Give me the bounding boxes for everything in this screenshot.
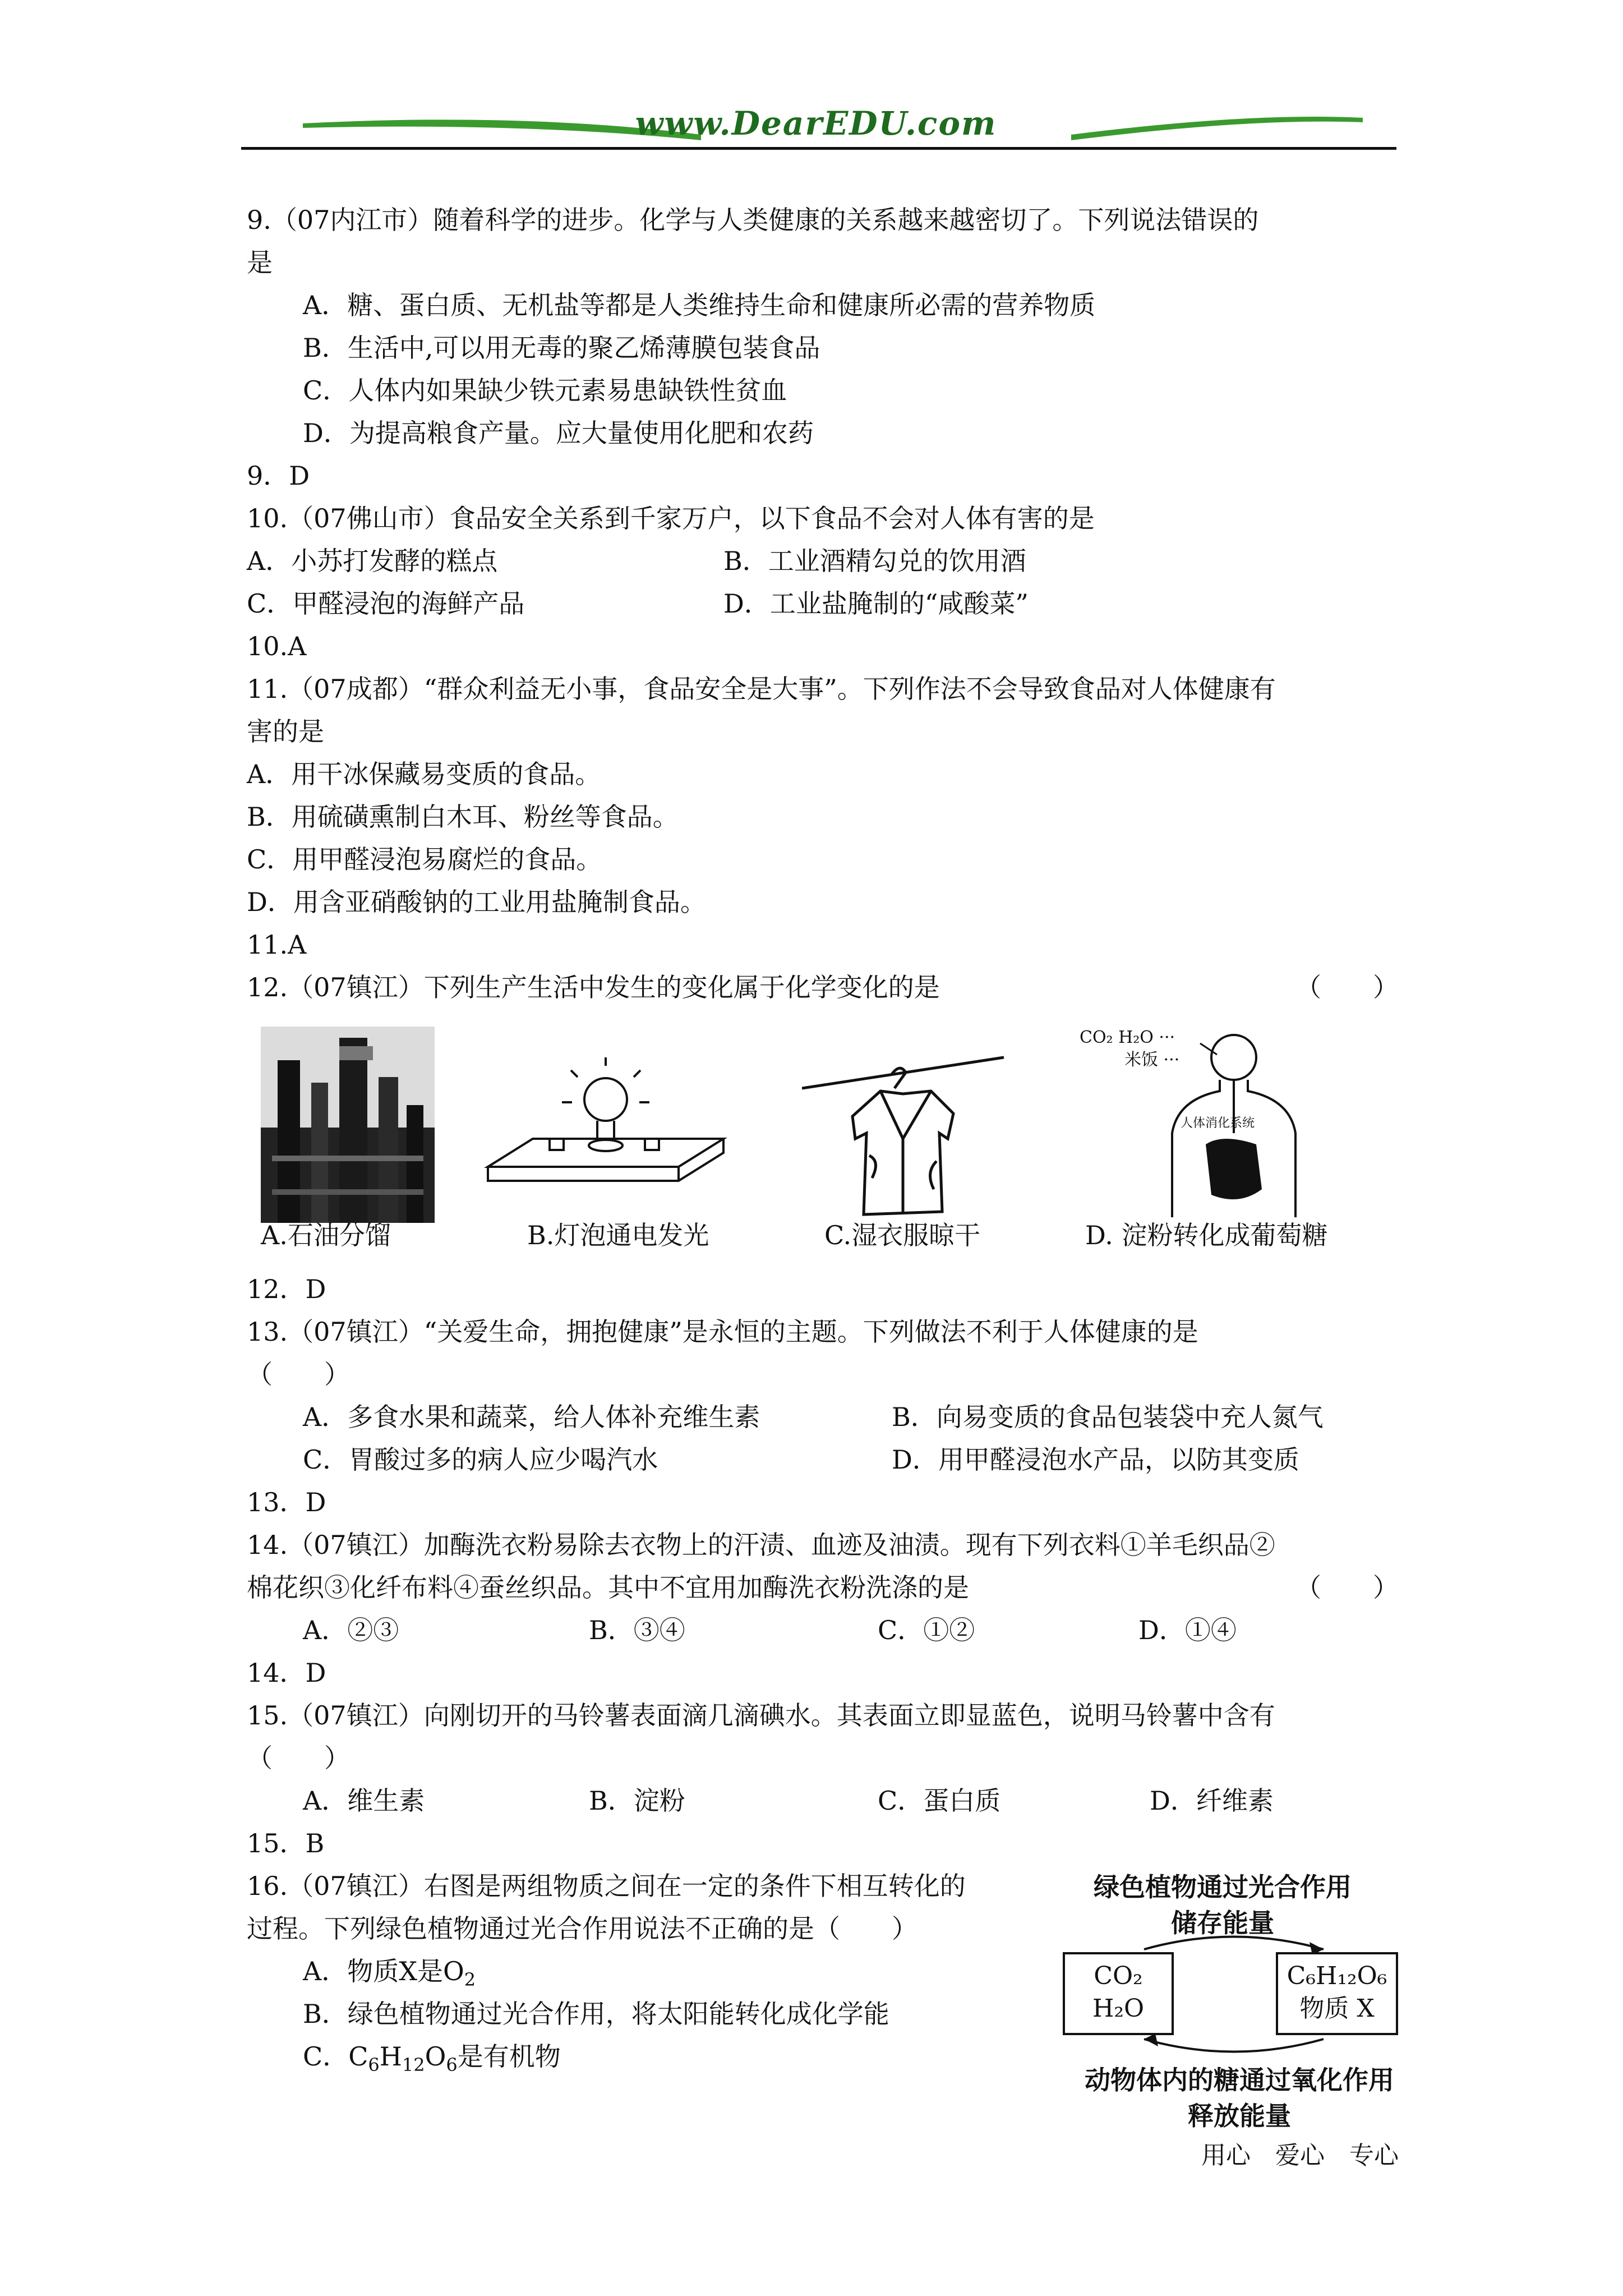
q14-answer: 14．D xyxy=(247,1658,326,1688)
header-divider xyxy=(241,147,1396,150)
reactants-box xyxy=(1063,1952,1174,2035)
q15-answer-blank: （ ） xyxy=(247,1743,350,1773)
q11-stem-line1: 11.（07成都）“群众利益无小事，食品安全是大事”。下列作法不会导致食品对人体健康有 xyxy=(247,674,1276,704)
diagram-bottom-label-2: 释放能量 xyxy=(1188,2101,1291,2131)
q12-answer-blank: （ ） xyxy=(1295,972,1399,1002)
fig-d-label-rice: 米饭 ··· xyxy=(1124,1050,1180,1070)
reactant-co2: CO₂ xyxy=(1094,1962,1143,1990)
q16-c-h: H xyxy=(379,2041,402,2072)
q11-option-d: D．用含亚硝酸钠的工业用盐腌制食品。 xyxy=(247,887,706,917)
q16-option-c-suffix: 是有机物 xyxy=(457,2041,561,2072)
q14-option-a: A．②③ xyxy=(303,1615,399,1645)
q10-option-a: A．小苏打发酵的糕点 xyxy=(247,546,498,576)
q13-option-d: D．用甲醛浸泡水产品，以防其变质 xyxy=(892,1444,1299,1475)
q15-option-b: B．淀粉 xyxy=(589,1786,685,1816)
q10-stem: 10.（07佛山市）食品安全关系到千家万户，以下食品不会对人体有害的是 xyxy=(247,503,1095,533)
q14-option-c: C．①② xyxy=(878,1615,975,1645)
q13-stem: 13.（07镇江）“关爱生命，拥抱健康”是永恒的主题。下列做法不利于人体健康的是 xyxy=(247,1317,1198,1347)
diagram-top-label-2: 储存能量 xyxy=(1171,1908,1274,1938)
q13-answer: 13．D xyxy=(247,1487,326,1517)
q16-option-a-subscript: 2 xyxy=(464,1969,476,1991)
fig-d-label-co2-h2o: CO₂ H₂O ··· xyxy=(1080,1028,1175,1047)
q13-option-c: C．胃酸过多的病人应少喝汽水 xyxy=(303,1444,658,1475)
q12-stem: 12.（07镇江）下列生产生活中发生的变化属于化学变化的是 xyxy=(247,972,940,1002)
q15-answer: 15．B xyxy=(247,1828,325,1858)
q9-stem-line1: 9.（07内江市）随着科学的进步。化学与人类健康的关系越来越密切了。下列说法错误的 xyxy=(247,205,1259,235)
q9-answer: 9．D xyxy=(247,461,310,491)
q16-c-sub2: 12 xyxy=(402,2054,425,2076)
oil-refinery-image xyxy=(261,1027,435,1223)
q10-option-c: C．甲醛浸泡的海鲜产品 xyxy=(247,588,525,619)
site-brand[interactable]: www.DearEDU.com xyxy=(635,104,997,142)
q14-option-b: B．③④ xyxy=(589,1615,685,1645)
fig-b-caption: B.灯泡通电发光 xyxy=(527,1220,709,1250)
q16-stem-line2: 过程。下列绿色植物通过光合作用说法不正确的是（ ） xyxy=(247,1913,917,1944)
q9-option-a: A．糖、蛋白质、无机盐等都是人类维持生命和健康所必需的营养物质 xyxy=(303,290,1096,320)
q15-option-a: A．维生素 xyxy=(303,1786,425,1816)
product-glucose: C₆H₁₂O₆ xyxy=(1287,1962,1387,1990)
q16-option-a-text: A．物质X是O xyxy=(303,1956,464,1986)
q14-option-d: D．①④ xyxy=(1138,1615,1237,1645)
diagram-bottom-label-1: 动物体内的糖通过氧化作用 xyxy=(1085,2065,1394,2095)
q16-option-a xyxy=(303,1954,476,1996)
q16-c-sub1: 6 xyxy=(368,2054,380,2076)
page-footer: 用心 爱心 专心 xyxy=(1201,2141,1399,2170)
q10-answer: 10.A xyxy=(247,631,307,661)
diagram-top-label-1: 绿色植物通过光合作用 xyxy=(1094,1872,1352,1902)
fig-d-caption: D. 淀粉转化成葡萄糖 xyxy=(1085,1220,1328,1250)
fig-d-label-digestive: 人体消化系统 xyxy=(1181,1116,1255,1130)
q16-option-c-prefix: C．C xyxy=(303,2041,368,2072)
q16-c-o: O xyxy=(425,2041,446,2072)
q12-answer: 12．D xyxy=(247,1274,326,1304)
q14-answer-blank: （ ） xyxy=(1295,1572,1399,1603)
q16-stem-line1: 16.（07镇江）右图是两组物质之间在一定的条件下相互转化的 xyxy=(247,1871,966,1901)
q11-option-c: C．用甲醛浸泡易腐烂的食品。 xyxy=(247,844,602,875)
products-box xyxy=(1276,1952,1398,2035)
q14-stem-line2: 棉花织③化纤布料④蚕丝织品。其中不宜用加酶洗衣粉洗涤的是 xyxy=(247,1572,969,1603)
q16-option-b: B．绿色植物通过光合作用，将太阳能转化成化学能 xyxy=(303,1999,889,2029)
product-x: 物质 X xyxy=(1299,1994,1375,2023)
q9-option-d: D．为提高粮食产量。应大量使用化肥和农药 xyxy=(303,418,814,448)
q11-option-a: A．用干冰保藏易变质的食品。 xyxy=(247,759,601,789)
wet-clothes-image xyxy=(802,1049,1009,1223)
q9-stem-line2: 是 xyxy=(247,247,273,278)
fig-a-caption: A.石油分馏 xyxy=(261,1220,391,1250)
q11-stem-line2: 害的是 xyxy=(247,716,324,747)
reactant-h2o: H₂O xyxy=(1092,1994,1145,2023)
q13-answer-blank: （ ） xyxy=(247,1359,350,1389)
q9-option-c: C．人体内如果缺少铁元素易患缺铁性贫血 xyxy=(303,375,787,406)
q11-answer: 11.A xyxy=(247,930,307,960)
q13-option-b: B．向易变质的食品包装袋中充人氮气 xyxy=(892,1402,1324,1432)
fig-c-caption: C.湿衣服晾干 xyxy=(824,1220,981,1250)
q14-stem-line1: 14.（07镇江）加酶洗衣粉易除去衣物上的汗渍、血迹及油渍。现有下列衣料①羊毛织品② xyxy=(247,1530,1275,1560)
q9-option-b: B．生活中,可以用无毒的聚乙烯薄膜包装食品 xyxy=(303,333,820,363)
q15-stem: 15.（07镇江）向刚切开的马铃薯表面滴几滴碘水。其表面立即显蓝色，说明马铃薯中含有 xyxy=(247,1700,1275,1731)
q16-option-c xyxy=(303,2040,561,2082)
q15-option-d: D．纤维素 xyxy=(1150,1786,1274,1816)
light-bulb-image xyxy=(482,1055,729,1212)
q15-option-c: C．蛋白质 xyxy=(878,1786,1001,1816)
q11-option-b: B．用硫磺熏制白木耳、粉丝等食品。 xyxy=(247,802,679,832)
q13-option-a: A．多食水果和蔬菜，给人体补充维生素 xyxy=(303,1402,760,1432)
q16-c-sub3: 6 xyxy=(446,2054,458,2076)
q10-option-d: D．工业盐腌制的“咸酸菜” xyxy=(723,588,1029,619)
q10-option-b: B．工业酒精勾兑的饮用酒 xyxy=(723,546,1026,576)
